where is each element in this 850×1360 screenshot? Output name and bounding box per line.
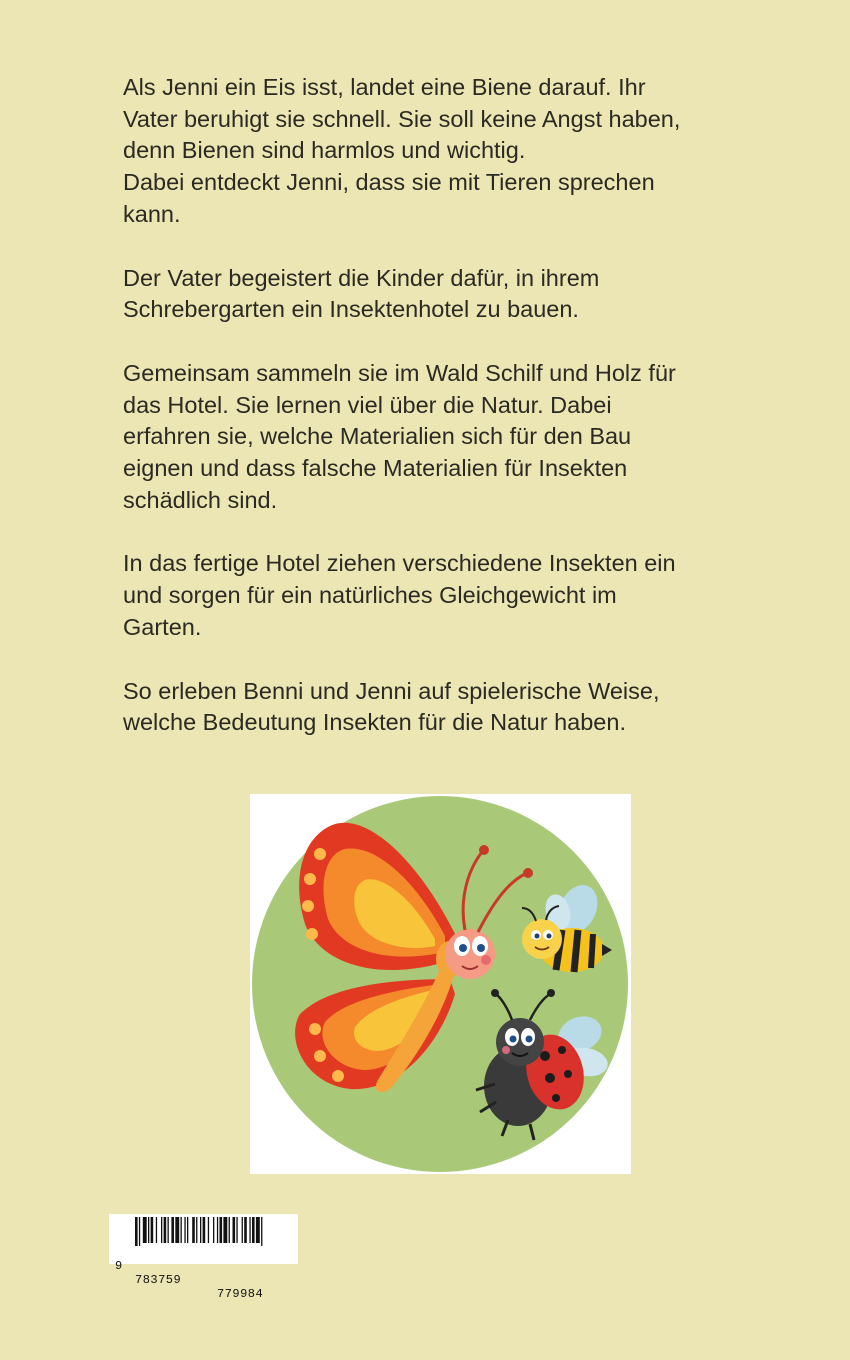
barcode-bar: [252, 1217, 255, 1243]
blurb-line: In das fertige Hotel ziehen verschiedene Insekten ein: [123, 550, 676, 577]
barcode-bar: [151, 1217, 154, 1243]
barcode-bars: [109, 1214, 298, 1246]
barcode-digits-group-2: 779984: [217, 1287, 264, 1301]
blurb-line: Vater beruhigt sie schnell. Sie soll keine Angst haben,: [123, 105, 681, 132]
isbn-barcode: [109, 1214, 298, 1301]
blurb-paragraph-5: [123, 676, 763, 739]
blurb-line: So erleben Benni und Jenni auf spielerische Weise,: [123, 677, 660, 704]
barcode-bar: [196, 1217, 197, 1243]
blurb-line: denn Bienen sind harmlos und wichtig.: [123, 137, 526, 164]
blurb-line: und sorgen für ein natürliches Gleichgewicht im: [123, 582, 617, 609]
blurb-paragraph-3: [123, 358, 763, 517]
barcode-bar: [208, 1217, 209, 1243]
barcode-bar: [249, 1217, 250, 1243]
barcode-bar: [171, 1217, 174, 1243]
blurb-line: welche Bedeutung Insekten für die Natur haben.: [123, 709, 626, 736]
blurb-line: Der Vater begeistert die Kinder dafür, in ihrem: [123, 264, 600, 291]
barcode-bar: [236, 1217, 237, 1243]
blurb-line: Gemeinsam sammeln sie im Wald Schilf und Holz für: [123, 359, 676, 386]
barcode-bar: [223, 1217, 227, 1243]
barcode-bar: [233, 1217, 236, 1243]
barcode-bar: [156, 1217, 157, 1243]
blurb-line: Garten.: [123, 613, 202, 640]
barcode-bar: [175, 1217, 179, 1243]
barcode-bar: [217, 1217, 218, 1243]
insects-illustration: [250, 794, 631, 1174]
barcode-bar: [256, 1217, 260, 1243]
blurb-paragraph-2: [123, 263, 763, 326]
barcode-bar: [148, 1217, 149, 1243]
blurb-line: eignen und dass falsche Materialien für Insekten: [123, 455, 628, 482]
back-cover-blurb: [123, 72, 763, 771]
barcode-bar: [244, 1217, 247, 1243]
blurb-line: schädlich sind.: [123, 486, 278, 513]
barcode-bar: [200, 1217, 201, 1243]
blurb-line: Als Jenni ein Eis isst, landet eine Biene darauf. Ihr: [123, 74, 646, 100]
barcode-bar: [203, 1217, 206, 1243]
barcode-bar: [261, 1217, 262, 1246]
barcode-bar: [229, 1217, 230, 1243]
barcode-digits: [109, 1245, 298, 1315]
barcode-bar: [187, 1217, 188, 1243]
barcode-bar: [143, 1217, 147, 1243]
barcode-bar: [220, 1217, 223, 1243]
barcode-digit-first: 9: [115, 1259, 123, 1273]
barcode-digits-group-1: 783759: [135, 1273, 182, 1287]
barcode-bar: [135, 1217, 138, 1246]
barcode-bar: [161, 1217, 162, 1243]
blurb-line: Schrebergarten ein Insektenhotel zu bauen.: [123, 296, 579, 323]
barcode-bar: [164, 1217, 167, 1243]
blurb-line: das Hotel. Sie lernen viel über die Natur. Dabei: [123, 391, 612, 418]
blurb-paragraph-4: [123, 548, 763, 643]
blurb-line: kann.: [123, 200, 181, 227]
barcode-bar: [242, 1217, 243, 1243]
blurb-line: erfahren sie, welche Materialien sich für den Bau: [123, 423, 632, 450]
barcode-bar: [184, 1217, 185, 1243]
barcode-bar: [168, 1217, 169, 1243]
blurb-line: Dabei entdeckt Jenni, dass sie mit Tieren sprechen: [123, 169, 655, 196]
blurb-paragraph-1: [123, 72, 763, 231]
barcode-bar: [181, 1217, 182, 1243]
barcode-bar: [139, 1217, 140, 1246]
barcode-bar: [192, 1217, 195, 1243]
barcode-bar: [213, 1217, 214, 1243]
